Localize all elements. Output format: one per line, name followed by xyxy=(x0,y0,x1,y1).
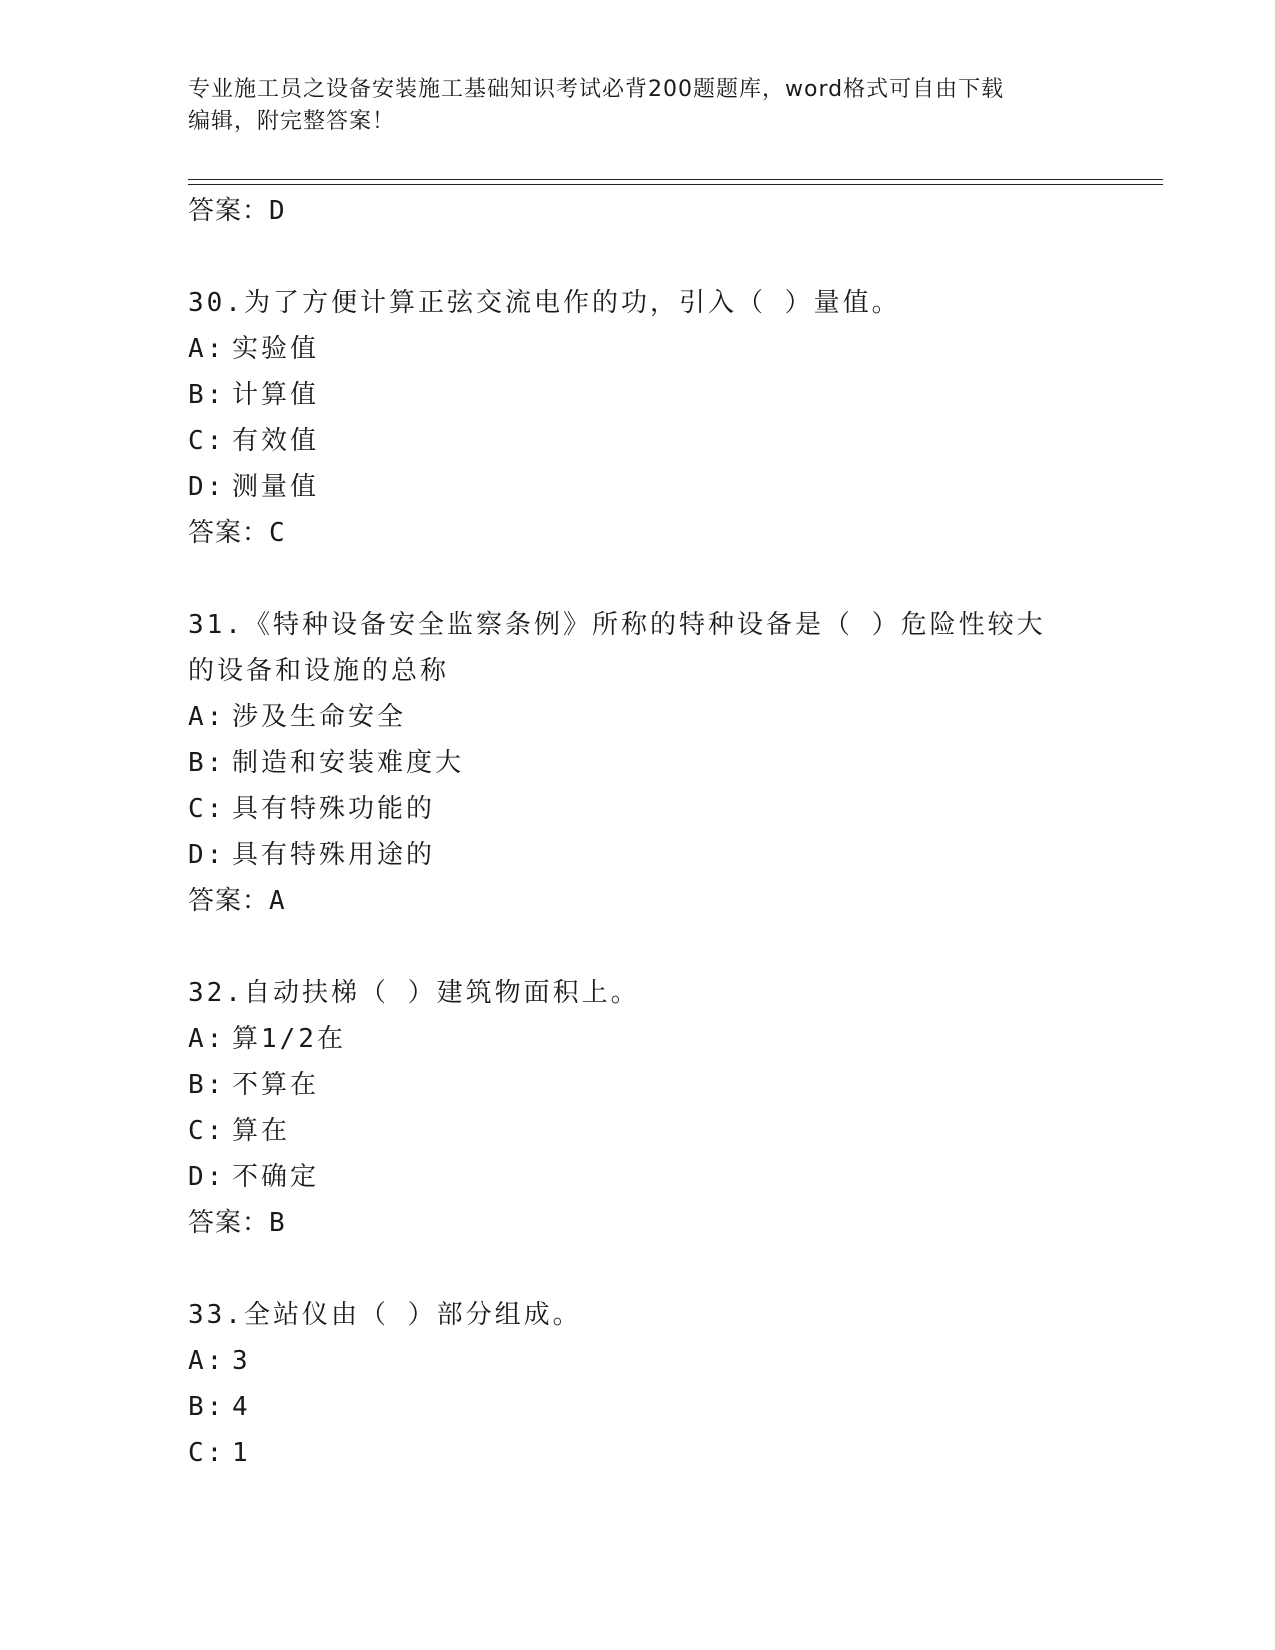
option-label: A: xyxy=(188,1346,226,1376)
option-text: 3 xyxy=(232,1346,251,1376)
option-c xyxy=(188,786,1088,832)
option-label: C: xyxy=(188,426,226,456)
option-c xyxy=(188,1108,1088,1154)
option-label: B: xyxy=(188,748,226,778)
question-stem xyxy=(188,970,1088,1016)
option-label: D: xyxy=(188,472,226,502)
option-text: 具有特殊功能的 xyxy=(232,794,436,824)
question-list xyxy=(188,188,1088,1476)
option-text: 1 xyxy=(232,1438,251,1468)
option-b xyxy=(188,1062,1088,1108)
option-text: 4 xyxy=(232,1392,251,1422)
option-a xyxy=(188,1016,1088,1062)
answer-line xyxy=(188,878,1088,924)
question-number: 33. xyxy=(188,1300,244,1330)
option-text: 实验值 xyxy=(232,334,320,364)
option-label: C: xyxy=(188,1438,226,1468)
question-31 xyxy=(188,602,1088,924)
answer-line-prev xyxy=(188,188,1088,234)
header-title-line1: 专业施工员之设备安装施工基础知识考试必背200题题库，word格式可自由下载 xyxy=(188,77,1005,102)
answer-prefix: 答案： xyxy=(188,518,270,548)
option-label: B: xyxy=(188,1070,226,1100)
option-label: A: xyxy=(188,1024,226,1054)
option-text: 有效值 xyxy=(232,426,320,456)
option-text: 不算在 xyxy=(232,1070,320,1100)
document-header xyxy=(188,74,1068,138)
option-label: D: xyxy=(188,840,226,870)
answer-value: A xyxy=(269,886,286,916)
header-rule-top xyxy=(188,179,1163,180)
question-stem xyxy=(188,280,1088,326)
option-b xyxy=(188,1384,1088,1430)
option-text: 制造和安装难度大 xyxy=(232,748,465,778)
question-number: 30. xyxy=(188,288,244,318)
option-c xyxy=(188,1430,1088,1476)
option-a xyxy=(188,326,1088,372)
option-label: D: xyxy=(188,1162,226,1192)
option-text: 计算值 xyxy=(232,380,320,410)
question-stem xyxy=(188,602,1068,694)
option-label: C: xyxy=(188,1116,226,1146)
answer-line xyxy=(188,1200,1088,1246)
answer-line xyxy=(188,510,1088,556)
answer-prefix: 答案： xyxy=(188,196,270,226)
option-d xyxy=(188,464,1088,510)
option-text: 具有特殊用途的 xyxy=(232,840,436,870)
answer-prefix: 答案： xyxy=(188,886,270,916)
answer-prefix: 答案： xyxy=(188,1208,270,1238)
option-d xyxy=(188,832,1088,878)
question-number: 32. xyxy=(188,978,244,1008)
question-33 xyxy=(188,1292,1088,1476)
question-32 xyxy=(188,970,1088,1246)
option-a xyxy=(188,694,1088,740)
option-text: 不确定 xyxy=(232,1162,320,1192)
question-stem xyxy=(188,1292,1088,1338)
answer-value: D xyxy=(269,196,286,226)
option-text: 算1/2在 xyxy=(232,1024,346,1054)
question-text: 自动扶梯（ ）建筑物面积上。 xyxy=(243,978,640,1008)
option-label: A: xyxy=(188,334,226,364)
option-label: A: xyxy=(188,702,226,732)
question-text: 全站仪由（ ）部分组成。 xyxy=(243,1300,582,1330)
question-30 xyxy=(188,280,1088,556)
answer-value: C xyxy=(269,518,286,548)
option-label: B: xyxy=(188,1392,226,1422)
header-rule-bottom xyxy=(188,184,1163,185)
option-b xyxy=(188,740,1088,786)
option-a xyxy=(188,1338,1088,1384)
question-text: 为了方便计算正弦交流电作的功，引入（ ）量值。 xyxy=(243,288,901,318)
question-number: 31. xyxy=(188,610,244,640)
question-text: 《特种设备安全监察条例》所称的特种设备是（ ）危险性较大的设备和设施的总称 xyxy=(188,610,1046,686)
option-c xyxy=(188,418,1088,464)
option-label: C: xyxy=(188,794,226,824)
option-text: 测量值 xyxy=(232,472,320,502)
option-text: 算在 xyxy=(232,1116,291,1146)
answer-value: B xyxy=(269,1208,286,1238)
option-b xyxy=(188,372,1088,418)
option-label: B: xyxy=(188,380,226,410)
option-d xyxy=(188,1154,1088,1200)
header-title-line2: 编辑，附完整答案！ xyxy=(188,109,396,134)
option-text: 涉及生命安全 xyxy=(232,702,407,732)
